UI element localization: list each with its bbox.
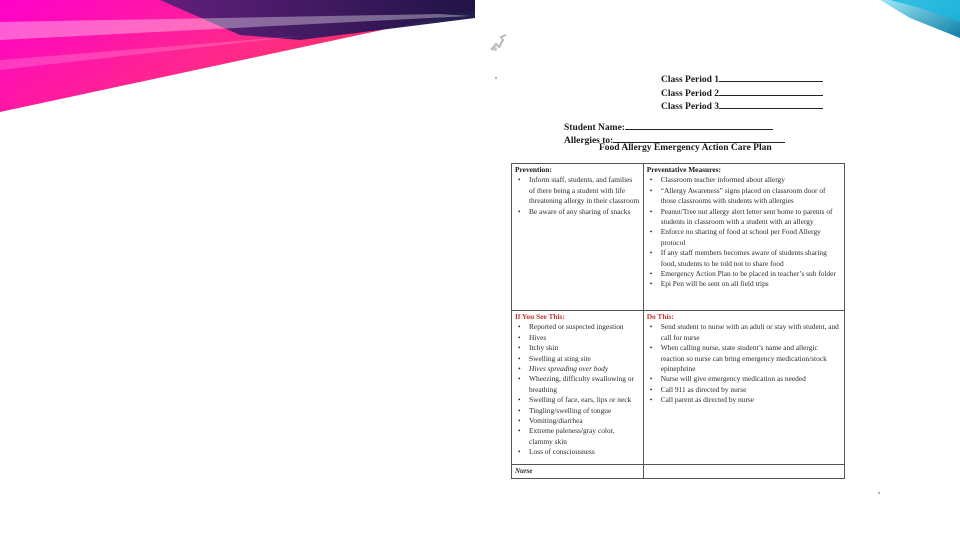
list-item: • Be aware of any sharing of snacks — [529, 207, 640, 217]
prevention-list — [515, 175, 640, 217]
scan-speck — [878, 492, 880, 494]
list-item: • Hives — [529, 333, 640, 343]
class-period-line — [661, 100, 823, 114]
plan-title: Food Allergy Emergency Action Care Plan — [599, 143, 772, 153]
class-period-line — [661, 73, 823, 87]
list-item: • “Allergy Awareness” signs placed on classroom door of those classrooms with students with allergies — [661, 186, 841, 207]
list-item: • If any staff members becomes aware of students sharing food, students to be told not to share food — [661, 248, 841, 269]
nurse-signature-cell — [643, 465, 844, 479]
decorative-banner — [0, 0, 480, 115]
blank-line — [625, 121, 773, 130]
actions-header: Do This: — [646, 312, 674, 321]
list-item: • Wheezing, difficulty swallowing or breathing — [529, 374, 640, 395]
class-period-label: Class Period 1 — [661, 75, 720, 85]
nurse-label: Nurse — [515, 467, 533, 475]
list-item: • Classroom teacher informed about allergy — [661, 175, 841, 185]
preventative-measures-header: Preventative Measures: — [646, 165, 721, 174]
scan-speck — [495, 77, 497, 79]
list-item: • Nurse will give emergency medication as needed — [661, 374, 841, 384]
list-item: • Call parent as directed by nurse — [661, 395, 841, 405]
list-item: • When calling nurse, state student’s name and allergic reaction so nurse can bring emergency medication/stock epinephrine — [661, 343, 841, 374]
care-plan-table — [511, 163, 845, 479]
list-item: • Hives spreading over body — [529, 364, 640, 374]
blank-line — [719, 100, 823, 109]
decorative-corner-accent — [880, 0, 960, 40]
class-period-label: Class Period 3 — [661, 102, 720, 112]
prevention-header: Prevention: — [515, 165, 552, 174]
list-item: • Swelling of face, ears, lips or neck — [529, 395, 640, 405]
list-item: • Itchy skin — [529, 343, 640, 353]
list-item: • Send student to nurse with an adult or stay with student, and call for nurse — [661, 322, 841, 343]
student-name-label: Student Name: — [564, 123, 625, 133]
list-item: • Vomiting/diarrhea — [529, 416, 640, 426]
list-item: • Tingling/swelling of tongue — [529, 406, 640, 416]
nurse-cell — [512, 465, 644, 479]
list-item: • Inform staff, students, and families of there being a student with life threatening allergy in their classroom — [529, 175, 640, 206]
class-period-label: Class Period 2 — [661, 88, 720, 99]
list-item: • Reported or suspected ingestion — [529, 322, 640, 332]
list-item: • Extreme paleness/gray color, clammy skin — [529, 426, 640, 447]
allergies-label: Allergies to: — [564, 136, 614, 146]
preventative-measures-list — [647, 175, 841, 289]
actions-list — [647, 322, 841, 405]
list-item: • Loss of consciousness — [529, 447, 640, 457]
symptoms-header: If You See This: — [515, 312, 565, 321]
symptoms-list — [515, 322, 640, 457]
blank-line — [719, 87, 823, 96]
blank-line — [719, 73, 823, 82]
symptoms-cell — [512, 311, 644, 465]
list-item: • Emergency Action Plan to be placed in teacher’s sub folder — [661, 269, 841, 279]
list-item: • Call 911 as directed by nurse — [661, 385, 841, 395]
class-periods — [661, 73, 823, 114]
preventative-measures-cell — [643, 164, 844, 311]
blank-line — [613, 134, 785, 143]
class-period-line — [661, 87, 823, 101]
actions-cell — [643, 311, 844, 465]
prevention-cell — [512, 164, 644, 311]
list-item: • Swelling at sting site — [529, 354, 640, 364]
list-item: • Epi Pen will be sent on all field trips — [661, 279, 841, 289]
scan-smudge — [487, 32, 513, 54]
list-item: • Enforce no sharing of food at school per Food Allergy protocol — [661, 227, 841, 248]
list-item: • Peanut/Tree nut allergy alert letter sent home to parents of students in classroom with a student with an allergy — [661, 207, 841, 228]
